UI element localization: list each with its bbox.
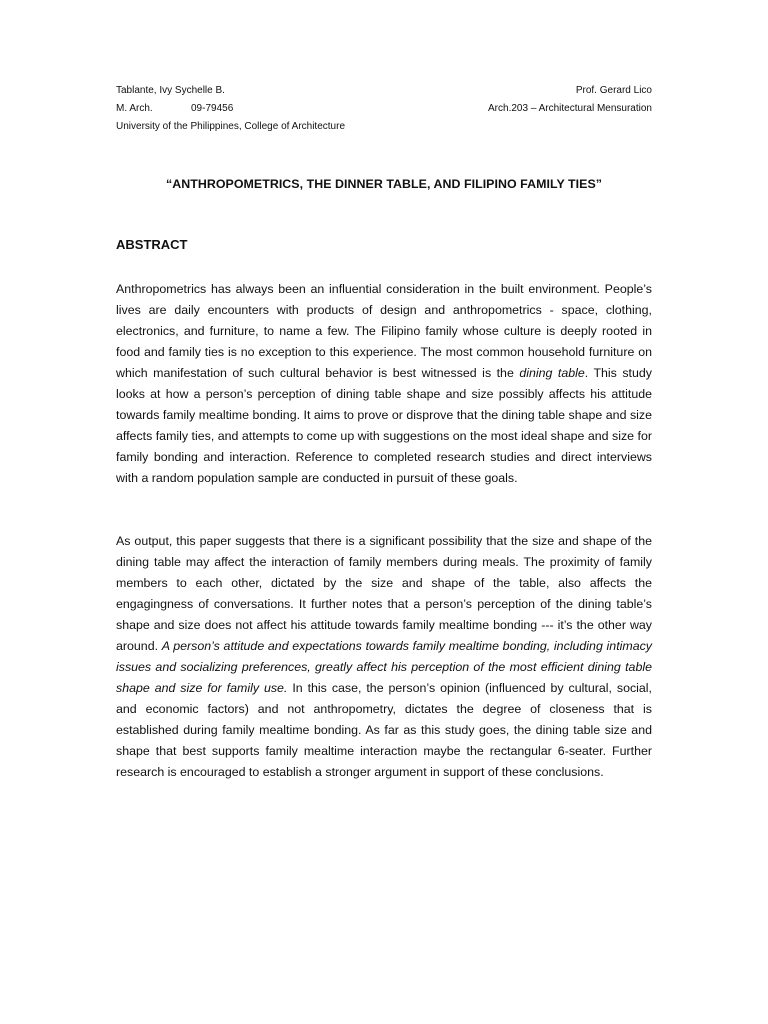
paragraph-1-text-a: Anthropometrics has always been an influential consideration in the built environment. People’s lives are daily encounters with products of design and anthropometrics - space, clothing, electronics, and furniture, to name a few. The Filipino family whose culture is deeply rooted in food and family ties is no exception to this experience. The most common household furniture on which manifestation of such cultural behavior is best witnessed is the: [116, 282, 652, 380]
paragraph-1-text-b: . This study looks at how a person’s perception of dining table shape and size possibly affects his attitude towards family mealtime bonding. It aims to prove or disprove that the dining table shape and size affects family ties, and attempts to come up with suggestions on the most ideal shape and size for family bonding and interaction. Reference to completed research studies and direct interviews with a random population sample are conducted in pursuit of these goals.: [116, 366, 652, 485]
degree-and-id: [116, 100, 233, 118]
header-row-2: [116, 100, 652, 118]
paragraph-1-emphasis: dining table: [519, 366, 585, 380]
header-block: [116, 82, 652, 136]
degree: M. Arch.: [116, 103, 153, 114]
student-number: 09-79456: [191, 103, 234, 114]
abstract-heading: ABSTRACT: [116, 237, 188, 252]
paragraph-2-text-a: As output, this paper suggests that there is a significant possibility that the size and shape of the dining table may affect the interaction of family members during meals. The proximity of family members to each other, dictated by the size and shape of the table, also affects the engagingness of conversations. It further notes that a person’s perception of the dining table’s shape and size does not affect his attitude towards family mealtime bonding --- it’s the other way around.: [116, 534, 652, 653]
header-row-1: [116, 82, 652, 100]
institution: University of the Philippines, College of Architecture: [116, 121, 346, 132]
paper-title: “ANTHROPOMETRICS, THE DINNER TABLE, AND FILIPINO FAMILY TIES”: [165, 177, 603, 191]
paragraph-2-text-b: In this case, the person’s opinion (influenced by cultural, social, and economic factors) and not anthropometry, dictates the degree of closeness that is established during family mealtime bonding. As far as this study goes, the dining table size and shape that best supports family mealtime interaction maybe the rectangular 6-seater. Further research is encouraged to establish a stronger argument in support of these conclusions.: [116, 681, 652, 779]
author-name: Tablante, Ivy Sychelle B.: [116, 85, 225, 96]
course-name: Arch.203 – Architectural Mensuration: [488, 103, 652, 114]
abstract-paragraph-2: [116, 531, 652, 783]
paragraph-2-emphasis: A person’s attitude and expectations towards family mealtime bonding, including intimacy issues and socializing preferences, greatly affect his perception of the most efficient dining table shape and size for family use.: [116, 639, 652, 695]
header-row-3: [116, 118, 652, 136]
professor-name: Prof. Gerard Lico: [575, 85, 652, 96]
abstract-paragraph-1: [116, 279, 652, 489]
